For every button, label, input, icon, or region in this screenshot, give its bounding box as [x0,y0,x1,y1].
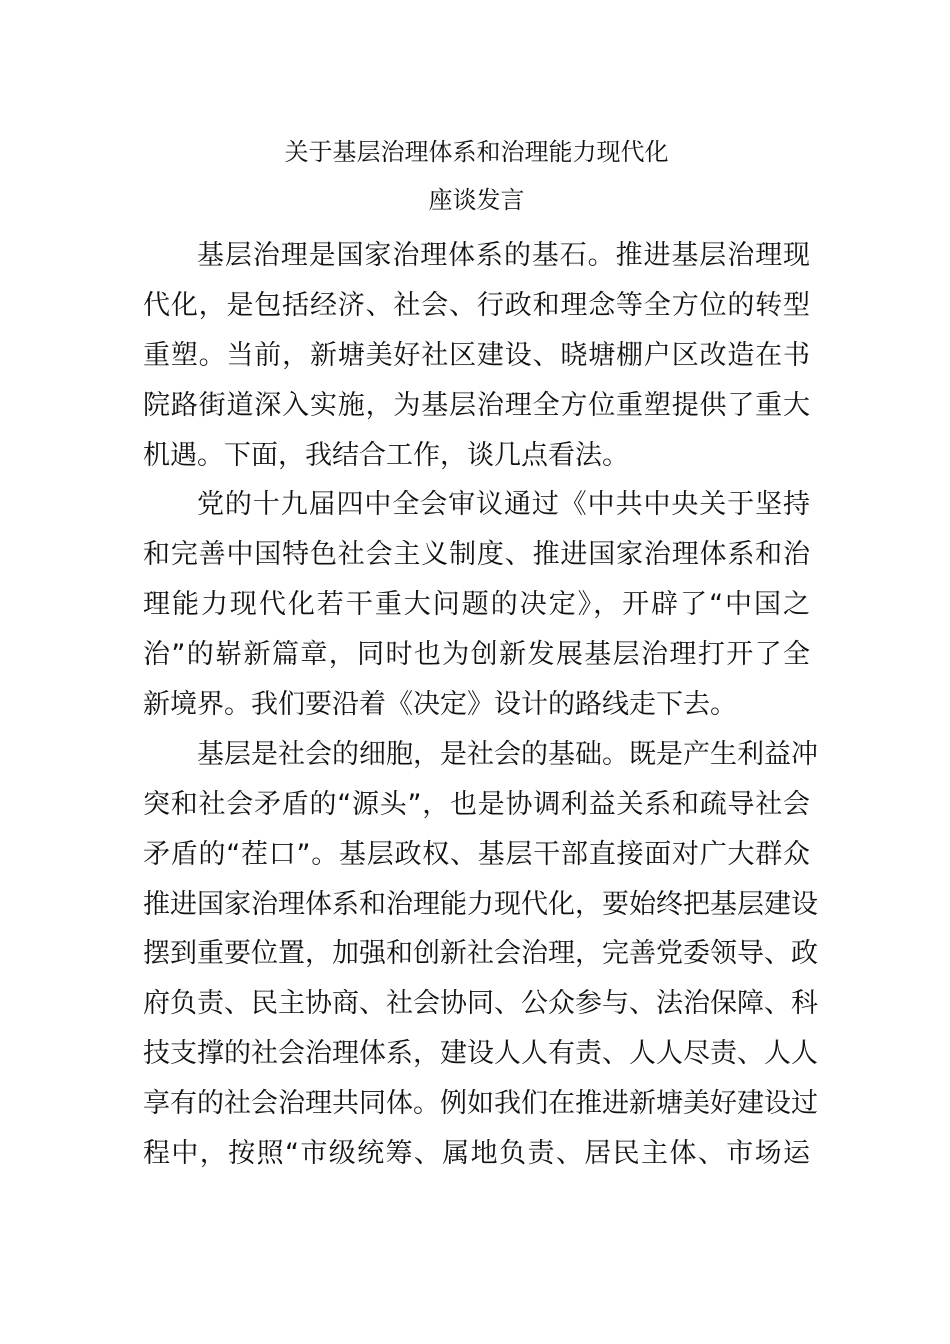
text-line: 理能力现代化若干重大问题的决定》，开辟了“中国之 [143,589,810,621]
text-line: 突和社会矛盾的“源头”，也是协调利益关系和疏导社会 [143,788,810,820]
text-line: 摆到重要位置，加强和创新社会治理，完善党委领导、政 [143,938,818,970]
text-line: 程中，按照“市级统筹、属地负责、居民主体、市场运 [143,1138,810,1170]
text-line: 院路街道深入实施，为基层治理全方位重塑提供了重大 [143,389,810,421]
paragraph-2 [143,480,810,729]
text-line: 和完善中国特色社会主义制度、推进国家治理体系和治 [143,539,810,571]
text-line: 推进国家治理体系和治理能力现代化，要始终把基层建设 [143,888,818,920]
document-title: 关于基层治理体系和治理能力现代化 [284,138,669,166]
paragraph-1 [143,231,810,480]
text-line: 代化，是包括经济、社会、行政和理念等全方位的转型 [143,289,810,321]
text-line: 府负责、民主协商、社会协同、公众参与、法治保障、科 [143,988,818,1020]
text-line: 矛盾的“茬口”。基层政权、基层干部直接面对广大群众 [143,838,810,870]
text-line: 基层是社会的细胞，是社会的基础。既是产生利益冲 [197,738,818,770]
text-line: 治”的崭新篇章，同时也为创新发展基层治理打开了全 [143,639,810,671]
text-line: 重塑。当前，新塘美好社区建设、晓塘棚户区改造在书 [143,339,810,371]
document-subtitle: 座谈发言 [428,186,525,214]
text-line: 党的十九届四中全会审议通过《中共中央关于坚持 [197,489,810,521]
text-line: 技支撑的社会治理体系，建设人人有责、人人尽责、人人 [143,1038,818,1070]
text-line: 机遇。下面，我结合工作，谈几点看法。 [143,439,629,471]
text-line: 享有的社会治理共同体。例如我们在推进新塘美好建设过 [143,1088,818,1120]
paragraph-3 [143,730,818,1179]
text-line: 新境界。我们要沿着《决定》设计的路线走下去。 [143,689,737,721]
text-line: 基层治理是国家治理体系的基石。推进基层治理现 [197,240,810,271]
document-body [143,128,818,1179]
